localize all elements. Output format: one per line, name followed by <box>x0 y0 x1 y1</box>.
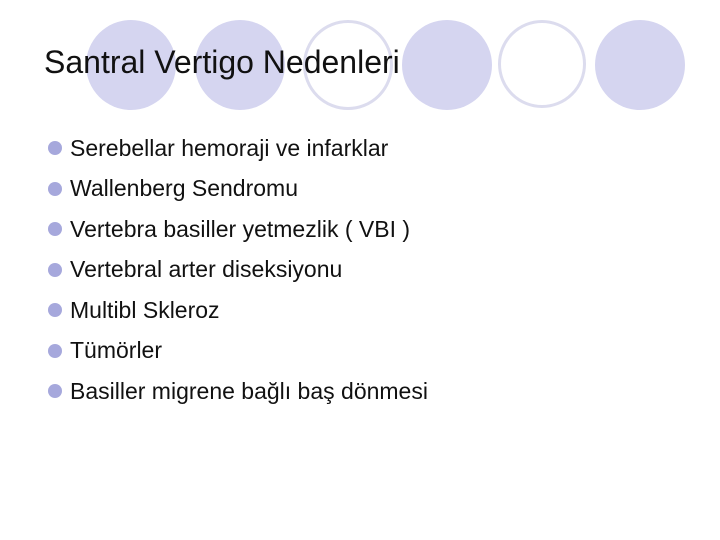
list-item-text: Multibl Skleroz <box>70 296 220 323</box>
bullet-icon <box>48 344 62 358</box>
bullet-list <box>48 128 428 412</box>
list-item <box>48 169 428 210</box>
decorative-circle <box>595 20 685 110</box>
decorative-circle <box>402 20 492 110</box>
decorative-circle <box>498 20 586 108</box>
list-item <box>48 209 428 250</box>
list-item-text: Vertebral arter diseksiyonu <box>70 256 343 283</box>
list-item <box>48 290 428 331</box>
list-item-text: Tümörler <box>70 337 163 364</box>
list-item <box>48 371 428 412</box>
bullet-icon <box>48 141 62 155</box>
bullet-icon <box>48 263 62 277</box>
list-item-text: Wallenberg Sendromu <box>70 175 298 202</box>
list-item <box>48 250 428 291</box>
list-item-text: Serebellar hemoraji ve infarklar <box>70 134 389 161</box>
list-item-text: Vertebra basiller yetmezlik ( VBI ) <box>70 215 411 242</box>
bullet-icon <box>48 303 62 317</box>
bullet-icon <box>48 384 62 398</box>
slide-title: Santral Vertigo Nedenleri <box>44 44 400 80</box>
list-item <box>48 331 428 372</box>
list-item <box>48 128 428 169</box>
list-item-text: Basiller migrene bağlı baş dönmesi <box>70 377 428 404</box>
bullet-icon <box>48 222 62 236</box>
bullet-icon <box>48 182 62 196</box>
